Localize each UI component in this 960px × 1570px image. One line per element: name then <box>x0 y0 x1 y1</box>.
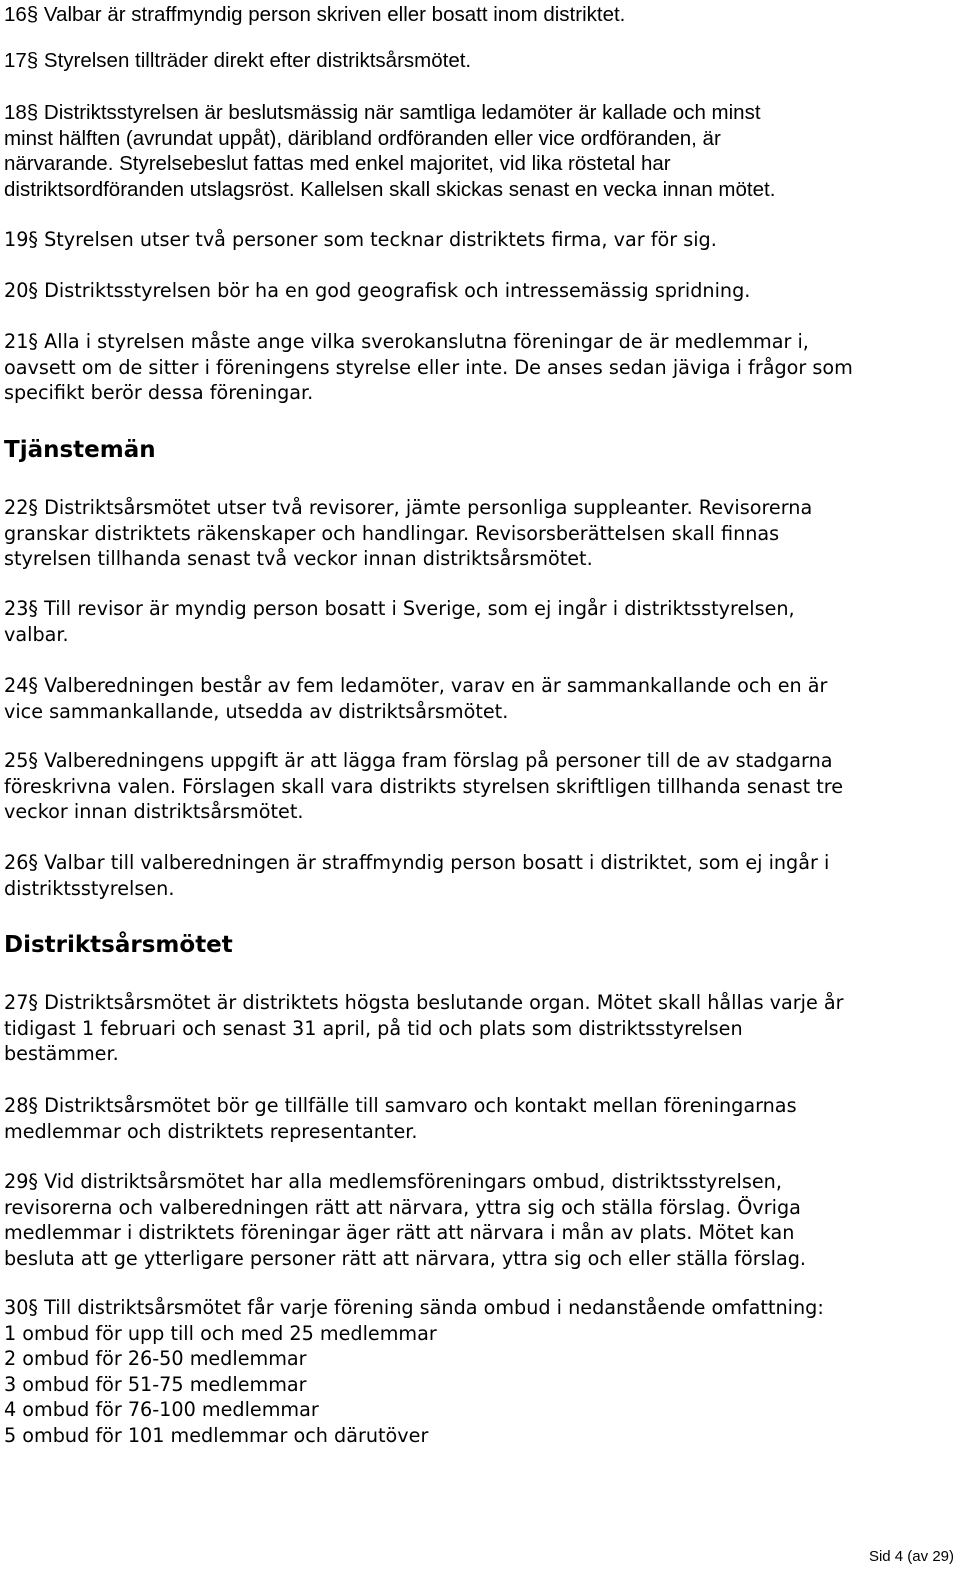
text-line: 27§ Distriktsårsmötet är distriktets högsta beslutande organ. Mötet skall hållas varje år <box>4 991 844 1014</box>
list-item: 5 ombud för 101 medlemmar och därutöver <box>4 1423 429 1447</box>
paragraph-26 <box>4 850 949 901</box>
text-line: specifikt berör dessa föreningar. <box>4 381 314 405</box>
text-line: tidigast 1 februari och senast 31 april, på tid och plats som distriktsstyrelsen <box>4 1016 743 1040</box>
text-line: 24§ Valberedningen består av fem ledamöter, varav en är sammankallande och en är <box>4 674 828 697</box>
paragraph-19 <box>4 227 949 253</box>
text-line: 30§ Till distriktsårsmötet får varje förening sända ombud i nedanstående omfattning: <box>4 1296 824 1319</box>
text-line: föreskrivna valen. Förslagen skall vara distrikts styrelsen skriftligen tillhanda senast tre <box>4 774 843 798</box>
text-line: 19§ Styrelsen utser två personer som tecknar distriktets firma, var för sig. <box>4 228 717 251</box>
text-line: 16§ Valbar är straffmyndig person skriven eller bosatt inom distriktet. <box>4 3 626 26</box>
text-line: närvarande. Styrelsebeslut fattas med enkel majoritet, vid lika röstetal har <box>4 152 671 176</box>
section-heading-distriktsarsmotet: Distriktsårsmötet <box>4 932 233 958</box>
text-line: 28§ Distriktsårsmötet bör ge tillfälle till samvaro och kontakt mellan föreningarnas <box>4 1094 797 1117</box>
text-line: 29§ Vid distriktsårsmötet har alla medlemsföreningars ombud, distriktsstyrelsen, <box>4 1170 782 1193</box>
paragraph-18 <box>4 100 949 202</box>
paragraph-25 <box>4 748 949 825</box>
list-item: 3 ombud för 51-75 medlemmar <box>4 1372 307 1396</box>
text-line: minst hälften (avrundat uppåt), däribland ordföranden eller vice ordföranden, är <box>4 126 721 150</box>
text-line: medlemmar och distriktets representanter. <box>4 1119 418 1143</box>
text-line: 20§ Distriktsstyrelsen bör ha en god geografisk och intressemässig spridning. <box>4 279 751 302</box>
text-line: medlemmar i distriktets föreningar äger rätt att närvara i mån av plats. Mötet kan <box>4 1221 795 1245</box>
text-line: veckor innan distriktsårsmötet. <box>4 800 304 824</box>
text-line: 21§ Alla i styrelsen måste ange vilka sverokanslutna föreningar de är medlemmar i, <box>4 330 809 353</box>
paragraph-23 <box>4 596 949 647</box>
text-line: 25§ Valberedningens uppgift är att lägga fram förslag på personer till de av stadgarna <box>4 749 833 772</box>
paragraph-21 <box>4 329 949 406</box>
text-line: distriktsordföranden utslagsröst. Kallelsen skall skickas senast en vecka innan mötet. <box>4 177 776 201</box>
paragraph-17 <box>4 48 949 74</box>
text-line: 17§ Styrelsen tillträder direkt efter distriktsårsmötet. <box>4 49 472 72</box>
paragraph-22 <box>4 495 949 572</box>
paragraph-28 <box>4 1093 949 1144</box>
paragraph-16 <box>4 2 949 28</box>
paragraph-27 <box>4 990 949 1067</box>
list-item: 2 ombud för 26-50 medlemmar <box>4 1347 307 1371</box>
text-line: valbar. <box>4 622 69 646</box>
list-item: 1 ombud för upp till och med 25 medlemmar <box>4 1321 437 1345</box>
text-line: 26§ Valbar till valberedningen är straffmyndig person bosatt i distriktet, som ej ingår i <box>4 851 830 874</box>
page-number: Sid 4 (av 29) <box>868 1548 954 1565</box>
text-line: 23§ Till revisor är myndig person bosatt i Sverige, som ej ingår i distriktsstyrelsen, <box>4 597 795 620</box>
paragraph-29 <box>4 1169 949 1271</box>
text-line: vice sammankallande, utsedda av distriktsårsmötet. <box>4 699 509 723</box>
paragraph-30 <box>4 1295 949 1449</box>
text-line: besluta att ge ytterligare personer rätt att närvara, yttra sig och eller ställa förslag. <box>4 1246 807 1270</box>
text-line: styrelsen tillhanda senast två veckor innan distriktsårsmötet. <box>4 547 593 571</box>
text-line: granskar distriktets räkenskaper och handlingar. Revisorsberättelsen skall finnas <box>4 521 780 545</box>
section-heading-tjanstemen: Tjänstemän <box>4 437 156 463</box>
list-item: 4 ombud för 76-100 medlemmar <box>4 1398 319 1422</box>
text-line: 18§ Distriktsstyrelsen är beslutsmässig när samtliga ledamöter är kallade och minst <box>4 101 761 124</box>
paragraph-24 <box>4 673 949 724</box>
text-line: bestämmer. <box>4 1042 119 1066</box>
paragraph-20 <box>4 278 949 304</box>
text-line: 22§ Distriktsårsmötet utser två revisorer, jämte personliga suppleanter. Revisorerna <box>4 496 813 519</box>
text-line: revisorerna och valberedningen rätt att närvara, yttra sig och ställa förslag. Övriga <box>4 1195 801 1219</box>
text-line: distriktsstyrelsen. <box>4 876 175 900</box>
text-line: oavsett om de sitter i föreningens styrelse eller inte. De anses sedan jäviga i frågor som <box>4 355 853 379</box>
